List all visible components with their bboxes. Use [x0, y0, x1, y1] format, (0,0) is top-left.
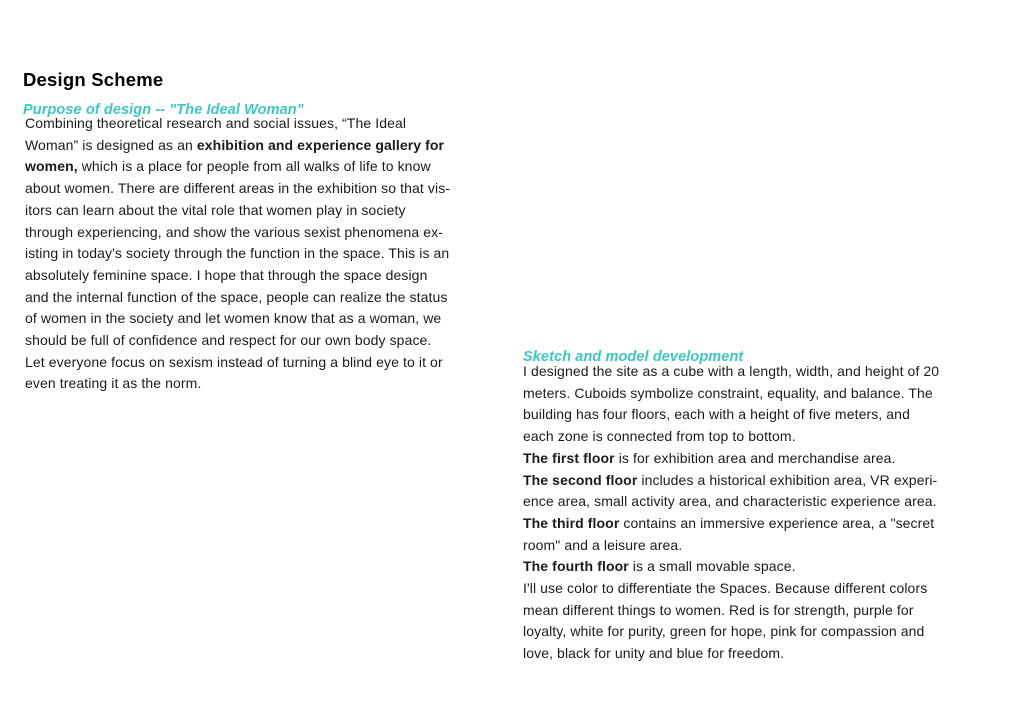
text-line: women, which is a place for people from all walks of life to know — [25, 158, 431, 175]
text-line: through experiencing, and show the various sexist phenomena ex- — [25, 223, 443, 240]
purpose-paragraph — [25, 113, 507, 395]
text-line: ence area, small activity area, and characteristic experience area. — [523, 493, 937, 510]
text-line: each zone is connected from top to bottom. — [523, 428, 796, 445]
text-line: The second floor includes a historical exhibition area, VR experi- — [523, 471, 938, 488]
text-line: I designed the site as a cube with a length, width, and height of 20 — [523, 363, 940, 379]
text-line: The third floor contains an immersive experience area, a "secret — [523, 514, 935, 531]
text-line: itors can learn about the vital role that women play in society — [25, 201, 406, 218]
page-title: Design Scheme — [23, 69, 164, 91]
sketch-paragraph — [523, 361, 1005, 665]
text-line: The first floor is for exhibition area and merchandise area. — [523, 449, 896, 466]
text-line: should be full of confidence and respect for our own body space. — [25, 332, 432, 349]
text-line: Combining theoretical research and social issues, “The Ideal — [25, 115, 407, 131]
text-line: Let everyone focus on sexism instead of turning a blind eye to it or — [25, 353, 443, 370]
text-line: absolutely feminine space. I hope that through the space design — [25, 266, 428, 283]
text-line: and the internal function of the space, people can realize the status — [25, 288, 448, 305]
section-heading-purpose: Purpose of design -- "The Ideal Woman" — [23, 102, 304, 119]
text-line: of women in the society and let women know that as a woman, we — [25, 310, 442, 327]
text-line: meters. Cuboids symbolize constraint, equality, and balance. The — [523, 384, 933, 401]
text-line: room" and a leisure area. — [523, 536, 683, 553]
text-line: loyalty, white for purity, green for hope, pink for compassion and — [523, 623, 925, 640]
text-line: love, black for unity and blue for freedom. — [523, 645, 785, 662]
text-line: about women. There are different areas in the exhibition so that vis- — [25, 180, 451, 197]
text-line: Woman” is designed as an exhibition and experience gallery for — [25, 136, 445, 153]
section-heading-sketch: Sketch and model development — [523, 349, 744, 366]
text-line: even treating it as the norm. — [25, 375, 202, 392]
text-line: isting in today's society through the function in the space. This is an — [25, 245, 450, 262]
text-line: The fourth floor is a small movable space. — [523, 558, 796, 575]
text-line: I'll use color to differentiate the Spaces. Because different colors — [523, 580, 928, 597]
text-line: mean different things to women. Red is for strength, purple for — [523, 601, 914, 618]
text-line: building has four floors, each with a height of five meters, and — [523, 406, 910, 423]
